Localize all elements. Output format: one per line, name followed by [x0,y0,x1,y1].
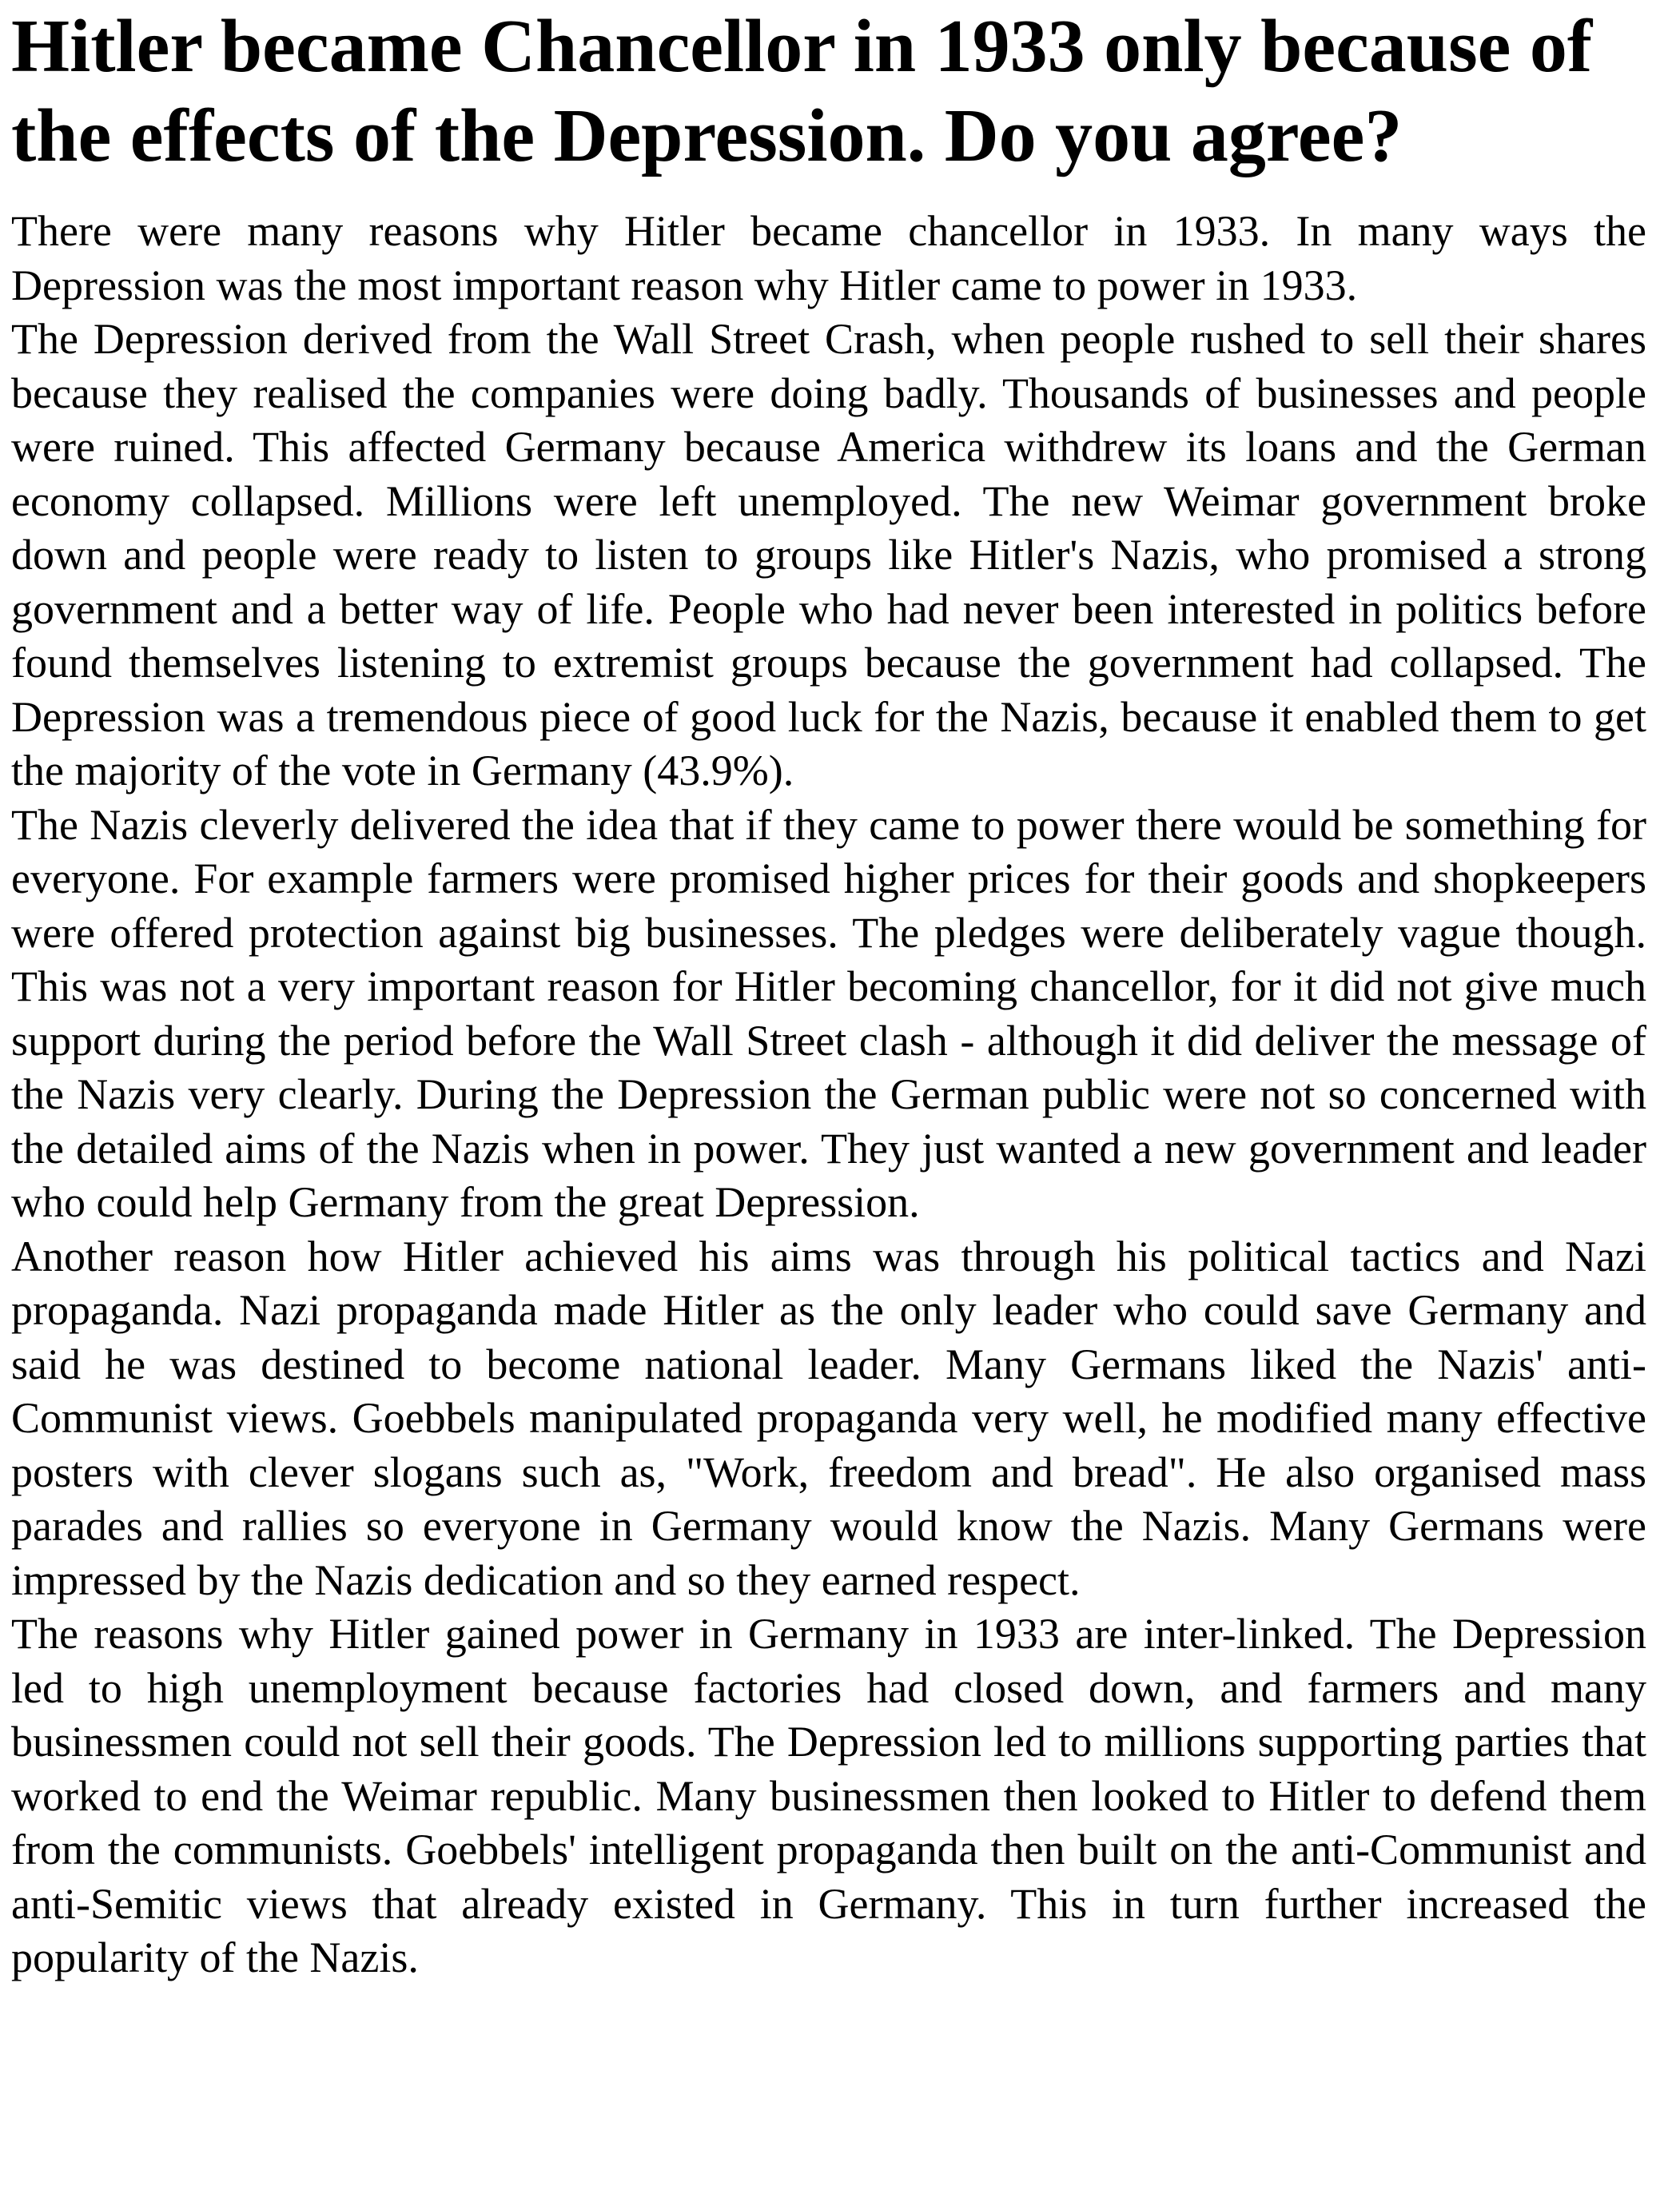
document-page [11,0,1646,1985]
paragraph-depression: The Depression derived from the Wall Street Crash, when people rushed to sell their shares because they realised the companies were doing badly. Thousands of businesses and people were ruined. This affected Germany because America withdrew its loans and the German economy collapsed. Millions were left unemployed. The new Weimar government broke down and people were ready to listen to groups like Hitler's Nazis, who promised a strong government and a better way of life. People who had never been interested in politics before found themselves listening to extremist groups because the government had collapsed. The Depression was a tremendous piece of good luck for the Nazis, because it enabled them to get the majority of the vote in Germany (43.9%). [11,315,1646,794]
document-title: Hitler became Chancellor in 1933 only because of the effects of the Depression. Do you agree? [11,5,1593,177]
document-body [11,205,1646,1985]
paragraph-promises: The Nazis cleverly delivered the idea that if they came to power there would be something for everyone. For example farmers were promised higher prices for their goods and shopkeepers were offered protection against big businesses. The pledges were deliberately vague though. This was not a very important reason for Hitler becoming chancellor, for it did not give much support during the period before the Wall Street clash - although it did deliver the message of the Nazis very clearly. During the Depression the German public were not so concerned with the detailed aims of the Nazis when in power. They just wanted a new government and leader who could help Germany from the great Depression. [11,800,1646,1226]
paragraph-intro: There were many reasons why Hitler became chancellor in 1933. In many ways the Depression was the most important reason why Hitler came to power in 1933. [11,207,1646,309]
paragraph-conclusion: The reasons why Hitler gained power in Germany in 1933 are inter-linked. The Depression led to high unemployment because factories had closed down, and farmers and many businessmen could not sell their goods. The Depression led to millions supporting parties that worked to end the Weimar republic. Many businessmen then looked to Hitler to defend them from the communists. Goebbels' intelligent propaganda then built on the anti-Communist and anti-Semitic views that already existed in Germany. This in turn further increased the popularity of the Nazis. [11,1610,1646,1981]
paragraph-propaganda: Another reason how Hitler achieved his aims was through his political tactics and Nazi propaganda. Nazi propaganda made Hitler as the only leader who could save Germany and said he was destined to become national leader. Many Germans liked the Nazis' anti-Communist views. Goebbels manipulated propaganda very well, he modified many effective posters with clever slogans such as, "Work, freedom and bread". He also organised mass parades and rallies so everyone in Germany would know the Nazis. Many Germans were impressed by the Nazis dedication and so they earned respect. [11,1232,1646,1604]
